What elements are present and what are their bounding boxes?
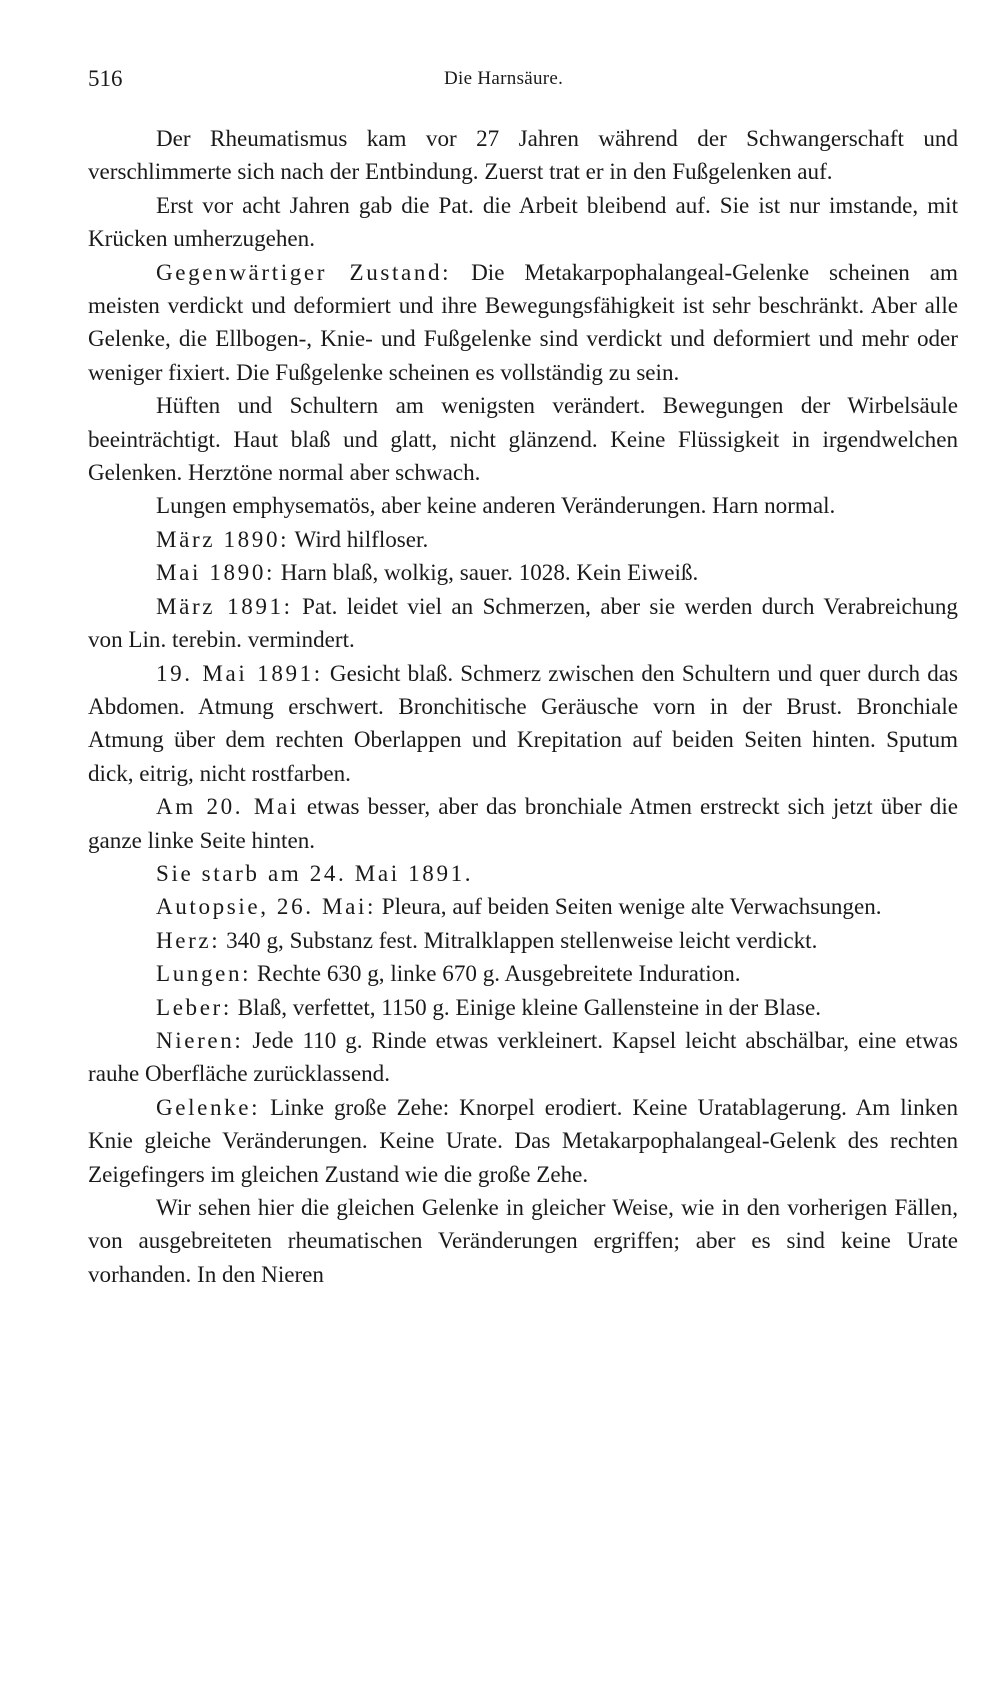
body-text <box>88 122 958 1291</box>
spaced-lead-phrase: Autopsie, 26. Mai: <box>156 893 376 920</box>
paragraph <box>88 122 958 189</box>
paragraph-text: Jede 110 g. Rinde etwas verkleinert. Kapsel leicht abschälbar, eine etwas rauhe Oberfläche zurücklassend. <box>88 1026 958 1087</box>
book-page <box>88 60 958 1291</box>
spaced-lead-phrase: Herz: <box>156 926 221 953</box>
paragraph <box>88 489 958 522</box>
paragraph <box>88 389 958 489</box>
paragraph-text: Pat. leidet viel an Schmerzen, aber sie werden durch Verabreichung von Lin. terebin. vermindert. <box>88 592 958 653</box>
paragraph-text: Gesicht blaß. Schmerz zwischen den Schultern und quer durch das Abdomen. Atmung erschwert. Bronchitische Geräusche vorn in der Brust. Bronchiale Atmung über dem rechten Oberlappen und Krepitation auf beiden Seiten hinten. Sputum dick, eitrig, nicht rostfarben. <box>88 659 958 786</box>
paragraph-text: Die Metakarpophalangeal-Gelenke scheinen am meisten verdickt und deformiert und ihre Bewegungsfähigkeit ist sehr beschränkt. Aber alle Gelenke, die Ellbogen-, Knie- und Fußgelenke sind verdickt und deformiert und mehr oder weniger fixiert. Die Fußgelenke scheinen es vollständig zu sein. <box>88 258 958 385</box>
page-header <box>88 60 958 100</box>
spaced-lead-phrase: Am 20. Mai <box>156 793 299 820</box>
paragraph <box>88 556 958 589</box>
paragraph <box>88 657 958 791</box>
paragraph-text: Lungen emphysematös, aber keine anderen Veränderungen. Harn normal. <box>156 492 836 519</box>
paragraph-text: Erst vor acht Jahren gab die Pat. die Arbeit bleibend auf. Sie ist nur imstande, mit Krücken umherzugehen. <box>88 191 958 252</box>
spaced-lead-phrase: Sie starb am 24. Mai 1891. <box>156 859 474 886</box>
paragraph-text: Hüften und Schultern am wenigsten verändert. Bewegungen der Wirbelsäule beeinträchtigt. Haut blaß und glatt, nicht glänzend. Keine Flüssigkeit in irgendwelchen Gelenken. Herztöne normal aber schwach. <box>88 392 958 486</box>
paragraph-text: etwas besser, aber das bronchiale Atmen erstreckt sich jetzt über die ganze linke Seite hinten. <box>88 793 959 853</box>
paragraph <box>88 1024 958 1091</box>
paragraph <box>88 1191 958 1291</box>
paragraph <box>88 523 958 556</box>
spaced-lead-phrase: Gegenwärtiger Zustand: <box>156 258 452 285</box>
paragraph <box>88 790 958 857</box>
paragraph <box>88 1091 958 1191</box>
paragraph-text: Wird hilfloser. <box>289 525 429 552</box>
spaced-lead-phrase: Gelenke: <box>156 1093 261 1120</box>
paragraph-text: Blaß, verfettet, 1150 g. Einige kleine Gallensteine in der Blase. <box>231 993 822 1020</box>
paragraph <box>88 924 958 957</box>
paragraph-text: Der Rheumatismus kam vor 27 Jahren während der Schwangerschaft und verschlimmerte sich nach der Entbindung. Zuerst trat er in den Fußgelenken auf. <box>88 125 958 185</box>
paragraph-text: Linke große Zehe: Knorpel erodiert. Keine Uratablagerung. Am linken Knie gleiche Veränderungen. Keine Urate. Das Metakarpophalangeal-Gelenk des rechten Zeigefingers im gleichen Zustand wie die große Zehe. <box>88 1093 958 1187</box>
paragraph <box>88 189 958 256</box>
paragraph <box>88 890 958 923</box>
spaced-lead-phrase: Lungen: <box>156 960 252 987</box>
spaced-lead-phrase: März 1891: <box>156 592 293 619</box>
spaced-lead-phrase: März 1890: <box>156 525 290 552</box>
paragraph <box>88 857 958 890</box>
paragraph <box>88 991 958 1024</box>
paragraph <box>88 256 958 390</box>
paragraph-text: Rechte 630 g, linke 670 g. Ausgebreitete Induration. <box>251 960 741 987</box>
paragraph-text: 340 g, Substanz fest. Mitralklappen stellenweise leicht verdickt. <box>220 926 818 953</box>
running-title: Die Harnsäure. <box>444 68 564 89</box>
paragraph <box>88 957 958 990</box>
spaced-lead-phrase: Leber: <box>156 993 232 1020</box>
paragraph-text: Pleura, auf beiden Seiten wenige alte Verwachsungen. <box>376 893 882 920</box>
spaced-lead-phrase: Mai 1890: <box>156 559 275 586</box>
paragraph <box>88 590 958 657</box>
paragraph-text: Wir sehen hier die gleichen Gelenke in gleicher Weise, wie in den vorherigen Fällen, von ausgebreiteten rheumatischen Veränderungen ergriffen; aber es sind keine Urate vorhanden. In den Nieren <box>88 1194 958 1287</box>
page-number: 516 <box>88 66 123 91</box>
spaced-lead-phrase: 19. Mai 1891: <box>156 659 323 686</box>
paragraph-text: Harn blaß, wolkig, sauer. 1028. Kein Eiweiß. <box>274 559 699 586</box>
spaced-lead-phrase: Nieren: <box>156 1026 244 1053</box>
